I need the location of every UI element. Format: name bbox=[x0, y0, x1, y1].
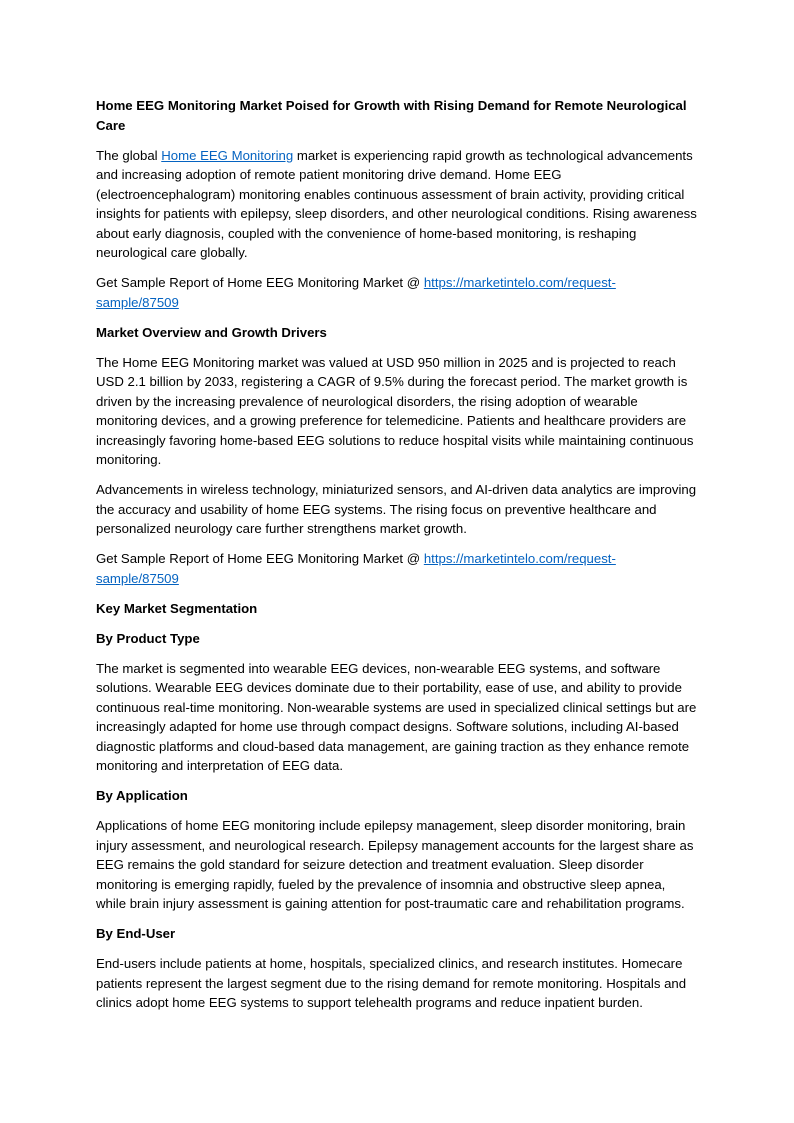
intro-paragraph bbox=[96, 146, 698, 263]
application-heading: By Application bbox=[96, 788, 188, 803]
sample-report-label-2: Get Sample Report of Home EEG Monitoring Market @ bbox=[96, 551, 424, 566]
home-eeg-monitoring-link[interactable]: Home EEG Monitoring bbox=[161, 147, 294, 163]
end-user-paragraph: End-users include patients at home, hospitals, specialized clinics, and research institutes. Homecare patients represent the largest segment due to the rising demand for remote monitoring. Hospitals and clinics adopt home EEG systems to support telehealth programs and reduce inpatient burden. bbox=[96, 956, 687, 1010]
product-type-heading: By Product Type bbox=[96, 630, 200, 646]
document-title: Home EEG Monitoring Market Poised for Growth with Rising Demand for Remote Neurological Care bbox=[96, 98, 687, 133]
end-user-heading: By End-User bbox=[96, 926, 176, 941]
document-page bbox=[96, 96, 698, 1023]
sample-report-line-1 bbox=[96, 273, 698, 312]
key-segmentation-heading: Key Market Segmentation bbox=[96, 600, 258, 616]
market-overview-heading: Market Overview and Growth Drivers bbox=[96, 324, 327, 340]
sample-report-line-2 bbox=[96, 549, 698, 588]
sample-report-link-1[interactable]: https://marketintelo.com/request-sample/87509 bbox=[96, 275, 616, 310]
sample-report-link-2[interactable]: https://marketintelo.com/request-sample/87509 bbox=[96, 551, 616, 586]
market-overview-paragraph-1: The Home EEG Monitoring market was valued at USD 950 million in 2025 and is projected to reach USD 2.1 billion by 2033, registering a CAGR of 9.5% during the forecast period. The market growth is driven by the increasing prevalence of neurological disorders, the rising adoption of wearable monitoring devices, and a growing preference for telemedicine. Patients and healthcare providers are increasingly favoring home-based EEG solutions to reduce hospital visits while maintaining continuous monitoring. bbox=[96, 354, 694, 467]
intro-text-before-link: The global bbox=[96, 147, 162, 163]
product-type-paragraph: The market is segmented into wearable EEG devices, non-wearable EEG systems, and software solutions. Wearable EEG devices dominate due to their portability, ease of use, and ability to provide continuous real-time monitoring. Non-wearable systems are used in specialized clinical settings but are increasingly adapted for home use through compact designs. Software solutions, including AI-based diagnostic platforms and cloud-based data management, are gaining traction as they enhance remote monitoring and interpretation of EEG data. bbox=[96, 660, 697, 773]
application-paragraph: Applications of home EEG monitoring include epilepsy management, sleep disorder monitoring, brain injury assessment, and neurological research. Epilepsy management accounts for the largest share as EEG remains the gold standard for seizure detection and treatment evaluation. Sleep disorder monitoring is emerging rapidly, fueled by the prevalence of insomnia and obstructive sleep apnea, while brain injury assessment is gaining attention for post-traumatic care and rehabilitation programs. bbox=[96, 818, 694, 911]
intro-text-after-link: market is experiencing rapid growth as technological advancements and increasing adoption of remote patient monitoring drive demand. Home EEG (electroencephalogram) monitoring enables continuous assessment of brain activity, providing critical insights for patients with epilepsy, sleep disorders, and other neurological conditions. Rising awareness about early diagnosis, coupled with the convenience of home-based monitoring, is reshaping neurological care globally. bbox=[96, 147, 697, 260]
sample-report-label-1: Get Sample Report of Home EEG Monitoring Market @ bbox=[96, 275, 424, 290]
market-overview-paragraph-2: Advancements in wireless technology, miniaturized sensors, and AI-driven data analytics are improving the accuracy and usability of home EEG systems. The rising focus on preventive healthcare and personalized neurology care further strengthens market growth. bbox=[96, 482, 697, 536]
